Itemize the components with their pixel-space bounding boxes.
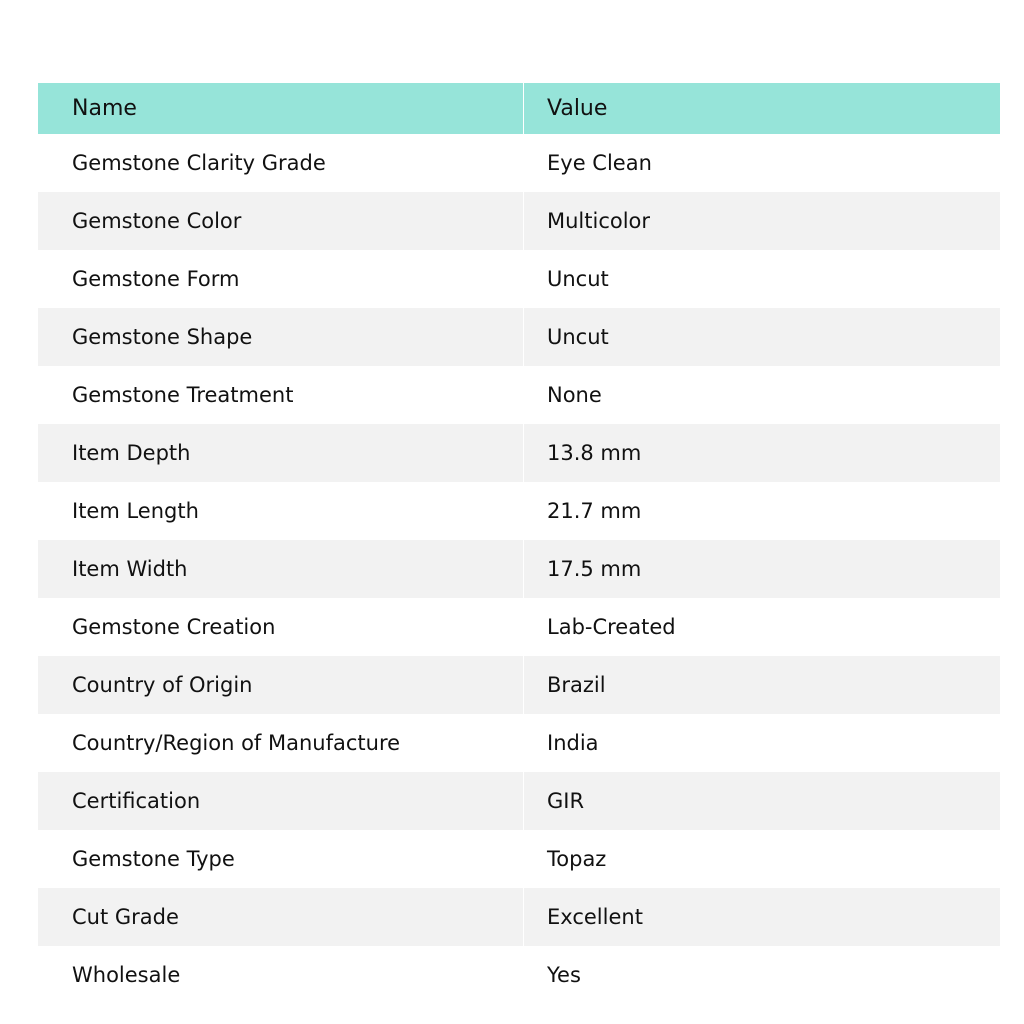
row-name-cell: Gemstone Creation: [72, 615, 276, 639]
table-row: [38, 250, 1000, 308]
table-row: [38, 946, 1000, 1004]
row-name-cell: Gemstone Color: [72, 209, 242, 233]
row-name-cell: Item Width: [72, 557, 188, 581]
row-name-cell: Gemstone Clarity Grade: [72, 151, 326, 175]
table-header-row: [38, 83, 1000, 134]
row-value-cell: 17.5 mm: [523, 540, 1000, 598]
row-name-cell: Cut Grade: [72, 905, 179, 929]
table-row: [38, 830, 1000, 888]
row-name-cell: Gemstone Type: [72, 847, 235, 871]
row-name-cell: Country of Origin: [72, 673, 253, 697]
row-value-cell: None: [523, 366, 1000, 424]
table-row: [38, 714, 1000, 772]
row-value-cell: Eye Clean: [523, 134, 1000, 192]
row-name-cell: Gemstone Treatment: [72, 383, 294, 407]
table-row: [38, 540, 1000, 598]
row-name-cell: Gemstone Form: [72, 267, 240, 291]
row-name-cell: Certification: [72, 789, 201, 813]
row-value-cell: Multicolor: [523, 192, 1000, 250]
table-row: [38, 772, 1000, 830]
row-value-cell: Uncut: [523, 250, 1000, 308]
column-header-value: Value: [523, 83, 1000, 134]
table-row: [38, 366, 1000, 424]
table-row: [38, 134, 1000, 192]
column-header-name: Name: [72, 96, 137, 121]
row-value-cell: Lab-Created: [523, 598, 1000, 656]
table-row: [38, 598, 1000, 656]
row-value-cell: GIR: [523, 772, 1000, 830]
row-name-cell: Gemstone Shape: [72, 325, 253, 349]
row-value-cell: Topaz: [523, 830, 1000, 888]
table-row: [38, 888, 1000, 946]
table-row: [38, 308, 1000, 366]
table-row: [38, 656, 1000, 714]
table-row: [38, 482, 1000, 540]
row-value-cell: Brazil: [523, 656, 1000, 714]
row-name-cell: Country/Region of Manufacture: [72, 731, 401, 755]
row-name-cell: Item Depth: [72, 441, 191, 465]
row-value-cell: India: [523, 714, 1000, 772]
row-value-cell: Yes: [523, 946, 1000, 1004]
item-specifics-table: [38, 83, 1000, 1004]
row-name-cell: Item Length: [72, 499, 199, 523]
row-value-cell: 21.7 mm: [523, 482, 1000, 540]
table-row: [38, 192, 1000, 250]
table-row: [38, 424, 1000, 482]
row-value-cell: Uncut: [523, 308, 1000, 366]
row-value-cell: Excellent: [523, 888, 1000, 946]
row-value-cell: 13.8 mm: [523, 424, 1000, 482]
row-name-cell: Wholesale: [72, 963, 181, 987]
